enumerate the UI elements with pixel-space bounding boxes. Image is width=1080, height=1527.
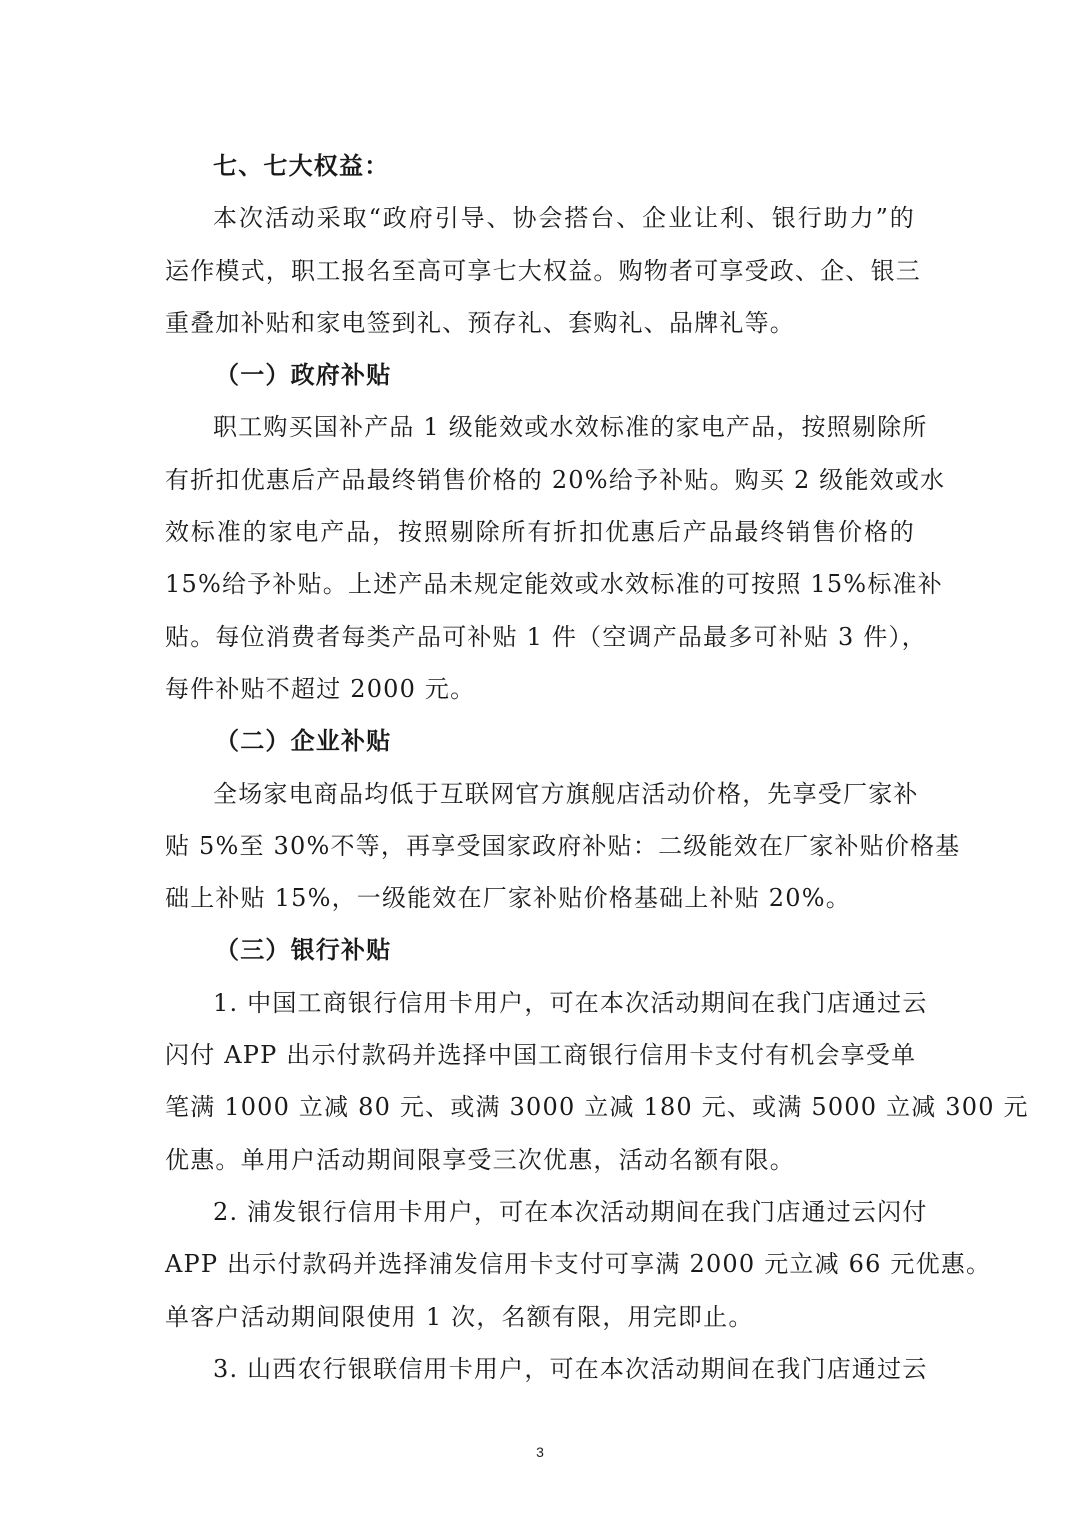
paragraph-line: 15%给予补贴。上述产品未规定能效或水效标准的可按照 15%标准补 xyxy=(165,570,943,599)
paragraph-line: 效标准的家电产品，按照剔除所有折扣优惠后产品最终销售价格的 xyxy=(165,518,915,547)
paragraph-line: 运作模式，职工报名至高可享七大权益。购物者可享受政、企、银三 xyxy=(165,256,921,285)
paragraph-line: 闪付 APP 出示付款码并选择中国工商银行信用卡支付有机会享受单 xyxy=(165,1041,917,1070)
paragraph-line: 职工购买国补产品 1 级能效或水效标准的家电产品，按照剔除所 xyxy=(213,413,928,442)
paragraph-line: 1. 中国工商银行信用卡用户，可在本次活动期间在我门店通过云 xyxy=(213,988,928,1017)
paragraph-line: APP 出示付款码并选择浦发信用卡支付可享满 2000 元立减 66 元优惠。 xyxy=(165,1250,992,1279)
subsection-heading: （二）企业补贴 xyxy=(215,727,392,756)
paragraph-line: 3. 山西农行银联信用卡用户，可在本次活动期间在我门店通过云 xyxy=(213,1354,928,1383)
paragraph-line: 贴 5%至 30%不等，再享受国家政府补贴：二级能效在厂家补贴价格基 xyxy=(165,831,961,860)
paragraph-line: 优惠。单用户活动期间限享受三次优惠，活动名额有限。 xyxy=(165,1145,795,1174)
page-number: 3 xyxy=(536,1444,544,1460)
subsection-heading: （三）银行补贴 xyxy=(215,936,392,965)
paragraph-line: 每件补贴不超过 2000 元。 xyxy=(165,674,476,703)
paragraph-line: 本次活动采取“政府引导、协会搭台、企业让利、银行助力”的 xyxy=(213,204,915,233)
paragraph-line: 单客户活动期间限使用 1 次，名额有限，用完即止。 xyxy=(165,1302,754,1331)
document-body xyxy=(165,140,1029,1395)
paragraph-line: 础上补贴 15%，一级能效在厂家补贴价格基础上补贴 20%。 xyxy=(165,884,851,913)
paragraph-line: 有折扣优惠后产品最终销售价格的 20%给予补贴。购买 2 级能效或水 xyxy=(165,465,946,494)
subsection-heading: （一）政府补贴 xyxy=(215,361,392,390)
paragraph-line: 全场家电商品均低于互联网官方旗舰店活动价格，先享受厂家补 xyxy=(213,779,919,808)
paragraph-line: 2. 浦发银行信用卡用户，可在本次活动期间在我门店通过云闪付 xyxy=(213,1197,928,1226)
paragraph-line: 笔满 1000 立减 80 元、或满 3000 立减 180 元、或满 5000 立减 300 元 xyxy=(165,1093,1029,1122)
paragraph-line: 贴。每位消费者每类产品可补贴 1 件（空调产品最多可补贴 3 件）， xyxy=(165,622,927,651)
section-heading: 七、七大权益： xyxy=(213,152,390,180)
paragraph-line: 重叠加补贴和家电签到礼、预存礼、套购礼、品牌礼等。 xyxy=(165,308,795,337)
